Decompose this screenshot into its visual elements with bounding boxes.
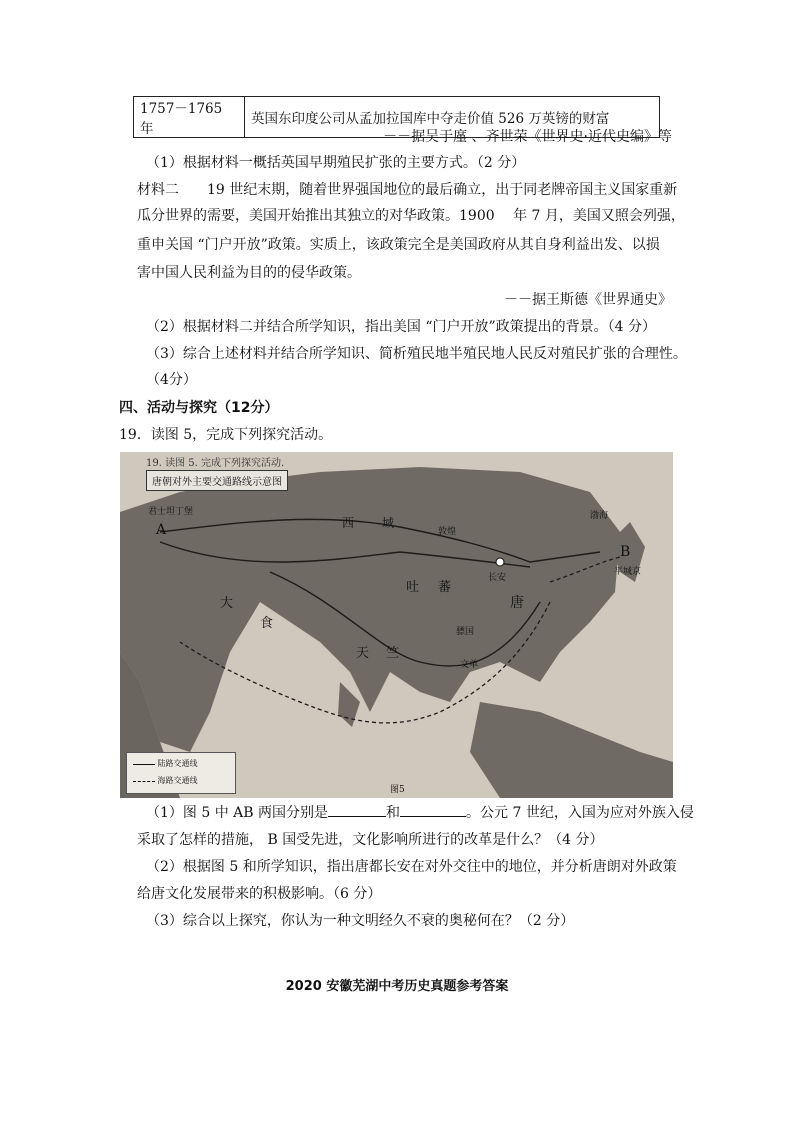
- question-1: （1）根据材料一概括英国早期殖民扩张的主要方式。（2 分）: [146, 155, 526, 171]
- label-tu: 吐: [406, 580, 420, 595]
- source-citation-1: －－据吴于廑 、齐世荣《世界史·近代史编》等: [383, 129, 672, 145]
- answer-blank-a[interactable]: [328, 802, 386, 817]
- table-year-cell: 1757－1765 年: [134, 97, 245, 138]
- material2-line1: 材料二 19 世纪末期，随着世界强国地位的最后确立，出于同老牌帝国主义国家重新: [137, 182, 678, 198]
- figure-caption: 图5: [390, 785, 405, 795]
- label-b: B: [620, 544, 631, 560]
- sub-question-1-part1: （1）图 5 中 AB 两国分别是: [146, 805, 329, 821]
- legend-sea-line: [133, 781, 155, 782]
- label-piaoguo: 骠国: [456, 627, 475, 637]
- southeast-islands: [470, 702, 673, 798]
- table-event-cell: 英国东印度公司从孟加拉国库中夺走价值 526 万英镑的财富: [245, 97, 660, 138]
- sri-lanka-landmass: [338, 682, 360, 727]
- sub-question-2-line2: 给唐文化发展带来的积极影响。（6 分）: [137, 886, 382, 902]
- label-tang: 唐: [510, 595, 524, 611]
- label-a: A: [156, 522, 167, 538]
- asia-landmass: [120, 467, 620, 752]
- label-xi: 西: [342, 516, 355, 530]
- material2-line2: 瓜分世界的需要，美国开始推出其独立的对华政策。1900 年 7 月，美国又照会列强，: [137, 208, 685, 224]
- label-bohai: 渤海: [590, 511, 609, 521]
- section-title: 四、活动与探究（12分）: [119, 400, 279, 416]
- legend-sea: [133, 775, 198, 786]
- sub-question-1-line1: [146, 802, 694, 822]
- label-dunhuang: 敦煌: [438, 527, 457, 537]
- changan-marker: [496, 558, 504, 566]
- answer-title: 2020 安徽芜湖中考历史真题参考答案: [285, 979, 509, 994]
- map-graphic: [120, 452, 673, 798]
- legend-land-text: 陆路交通线: [157, 759, 198, 768]
- label-wendan: 文单: [460, 660, 479, 670]
- label-constantinople: 君士坦丁堡: [148, 507, 194, 517]
- label-heijo-kyo: 平城京: [614, 567, 642, 577]
- map-title: 唐朝对外主要交通路线示意图: [146, 470, 288, 491]
- map-legend: [126, 752, 236, 794]
- label-shi: 食: [260, 616, 274, 631]
- question-3-line1: （3）综合上述材料并结合所学知识、简析殖民地半殖民地人民反对殖民扩张的合理性。: [146, 346, 687, 362]
- material2-line4: 害中国人民利益为目的的侵华政策。: [137, 265, 361, 281]
- legend-sea-text: 海路交通线: [157, 776, 198, 785]
- sub-question-1-part2: 和: [386, 805, 401, 821]
- question-2: （2）根据材料二并结合所学知识，指出美国 “门户开放”政策提出的背景。（4 分）: [146, 319, 657, 335]
- label-changan: 长安: [488, 573, 507, 583]
- label-yu: 域: [382, 516, 395, 530]
- sub-question-1-line2: 采取了怎样的措施， B 国受先进，文化影响所进行的改革是什么？（4 分）: [137, 832, 604, 848]
- legend-land-line: [133, 764, 155, 765]
- map-header-text: 19. 读图 5. 完成下列探究活动.: [146, 458, 285, 469]
- sub-question-3: （3）综合以上探究，你认为一种文明经久不衰的奥秘何在？（2 分）: [146, 913, 575, 929]
- material2-line3: 重申关国 “门户开放”政策。实质上，该政策完全是美国政府从其自身利益出发、以损: [137, 237, 660, 253]
- sub-question-1-part3: 。公元 7 世纪，入国为应对外族入侵: [466, 805, 694, 821]
- legend-land: [133, 758, 198, 769]
- question-3-line2: （4分）: [146, 372, 197, 388]
- source-citation-2: －－据王斯德《世界通史》: [504, 292, 672, 308]
- label-da: 大: [220, 596, 234, 611]
- label-bo: 蕃: [438, 580, 452, 595]
- answer-blank-b[interactable]: [400, 802, 466, 817]
- question-19-intro: 19．读图 5，完成下列探究活动。: [119, 427, 333, 443]
- label-zhu: 竺: [386, 646, 400, 661]
- label-tian: 天: [356, 646, 370, 661]
- tang-trade-route-map: [120, 452, 673, 798]
- sub-question-2-line1: （2）根据图 5 和所学知识，指出唐都长安在对外交往中的地位，并分析唐朗对外政策: [146, 859, 677, 875]
